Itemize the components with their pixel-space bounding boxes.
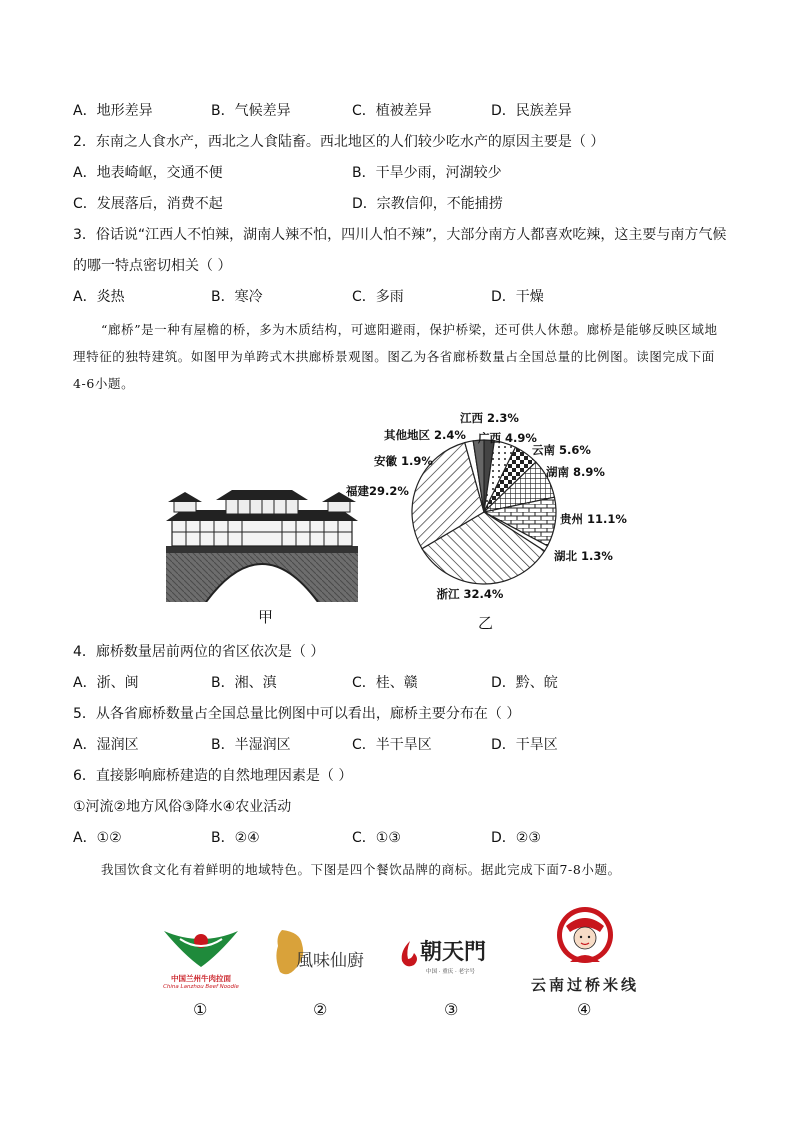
q6-option-c: C．①③: [352, 830, 401, 846]
q3-option-c: C．多雨: [352, 289, 404, 305]
logo4-number: ④: [577, 1000, 592, 1019]
q5-option-c: C．半干旱区: [352, 737, 432, 753]
q6-choices: ①河流②地方风俗③降水④农业活动: [73, 799, 292, 815]
pie-label-广西: 广西 4.9%: [478, 431, 537, 445]
logo2-number: ②: [313, 1000, 328, 1019]
logo-lanzhou-beef-noodle: [158, 925, 244, 995]
q6-option-b: B．②④: [211, 830, 260, 846]
q3-option-d: D．干燥: [491, 289, 544, 305]
logo3-number: ③: [444, 1000, 459, 1019]
q4-option-c: C．桂、赣: [352, 675, 418, 691]
pie-label-其他地区: 其他地区 2.4%: [384, 428, 466, 442]
q6-option-d: D．②③: [491, 830, 541, 846]
logo3-text: 朝天門: [420, 939, 487, 965]
q3-option-b: B．寒冷: [211, 289, 263, 305]
q6-option-a: A．①②: [73, 830, 122, 846]
q4-stem: 4．廊桥数量居前两位的省区依次是（ ）: [73, 644, 325, 660]
pie-label-湖北: 湖北 1.3%: [554, 549, 613, 563]
q1-option-d: D．民族差异: [491, 103, 572, 119]
passage-covered-bridge: “廊桥”是一种有屋檐的桥，多为木质结构，可遮阳避雨，保护桥梁，还可供人休憩。廊桥是能够反映区域地理特征的独特建筑。如图甲为单跨式木拱廊桥景观图。图乙为各省廊桥数量占全国总量的比例图。读图完成下面4-6小题。: [73, 322, 718, 391]
woman-portrait-icon: [556, 906, 614, 972]
q3-stem-line2: 的哪一特点密切相关（ ）: [73, 258, 232, 274]
figure-caption-yi: 乙: [478, 614, 494, 632]
pie-chart: [340, 408, 640, 608]
pie-label-云南: 云南 5.6%: [532, 443, 591, 457]
pie-label-安徽: 安徽 1.9%: [374, 454, 433, 468]
q1-option-b: B．气候差异: [211, 103, 291, 119]
q3-stem-line1: 3．俗话说“江西人不怕辣，湖南人辣不怕，四川人怕不辣”，大部分南方人都喜欢吃辣，这主要与南方气候: [73, 227, 727, 243]
logo3-subtext: 中国 · 重庆 · 老字号: [426, 969, 475, 975]
q4-option-b: B．湘、滇: [211, 675, 277, 691]
q6-stem: 6．直接影响廊桥建造的自然地理因素是（ ）: [73, 768, 353, 784]
pie-label-福建: 福建29.2%: [346, 484, 409, 498]
q2-option-d: D．宗教信仰，不能捕捞: [352, 196, 503, 212]
logo2-text: 風味仙廚: [296, 951, 364, 971]
figure-caption-jia: 甲: [258, 608, 274, 626]
logo4-text: 云南过桥米线: [530, 976, 639, 994]
q5-option-b: B．半湿润区: [211, 737, 291, 753]
logo1-number: ①: [193, 1000, 208, 1019]
pie-label-江西: 江西 2.3%: [460, 411, 519, 425]
lanzhou-emblem-icon: [158, 925, 244, 969]
q3-option-a: A．炎热: [73, 289, 125, 305]
q4-option-d: D．黔、皖: [491, 675, 558, 691]
pie-label-浙江: 浙江 32.4%: [436, 587, 504, 601]
covered-bridge-illustration: [166, 490, 358, 602]
q1-option-a: A．地形差异: [73, 103, 153, 119]
logo1-subtext: China Lanzhou Beef Noodle: [163, 984, 239, 990]
q2-option-c: C．发展落后，消费不起: [73, 196, 223, 212]
pie-label-湖南: 湖南 8.9%: [546, 465, 605, 479]
q2-option-b: B．干旱少雨，河湖较少: [352, 165, 502, 181]
logo-yunnan-rice-noodle: [518, 906, 652, 998]
logo-fengwei-xianchu: [272, 928, 380, 980]
logo-chaotianmen: [398, 935, 510, 985]
q2-option-a: A．地表崎岖，交通不便: [73, 165, 223, 181]
q1-option-c: C．植被差异: [352, 103, 432, 119]
pie-label-贵州: 贵州 11.1%: [560, 512, 627, 526]
q5-stem: 5．从各省廊桥数量占全国总量比例图中可以看出，廊桥主要分布在（ ）: [73, 706, 521, 722]
passage-food-brands: 我国饮食文化有着鲜明的地域特色。下图是四个餐饮品牌的商标。据此完成下面7-8小题。: [101, 862, 621, 877]
q2-stem: 2．东南之人食水产，西北之人食陆畜。西北地区的人们较少吃水产的原因主要是（ ）: [73, 134, 605, 150]
q5-option-d: D．干旱区: [491, 737, 558, 753]
q4-option-a: A．浙、闽: [73, 675, 139, 691]
logo1-text: 中国兰州牛肉拉面: [171, 974, 231, 983]
q5-option-a: A．湿润区: [73, 737, 139, 753]
flame-icon: [398, 939, 420, 969]
